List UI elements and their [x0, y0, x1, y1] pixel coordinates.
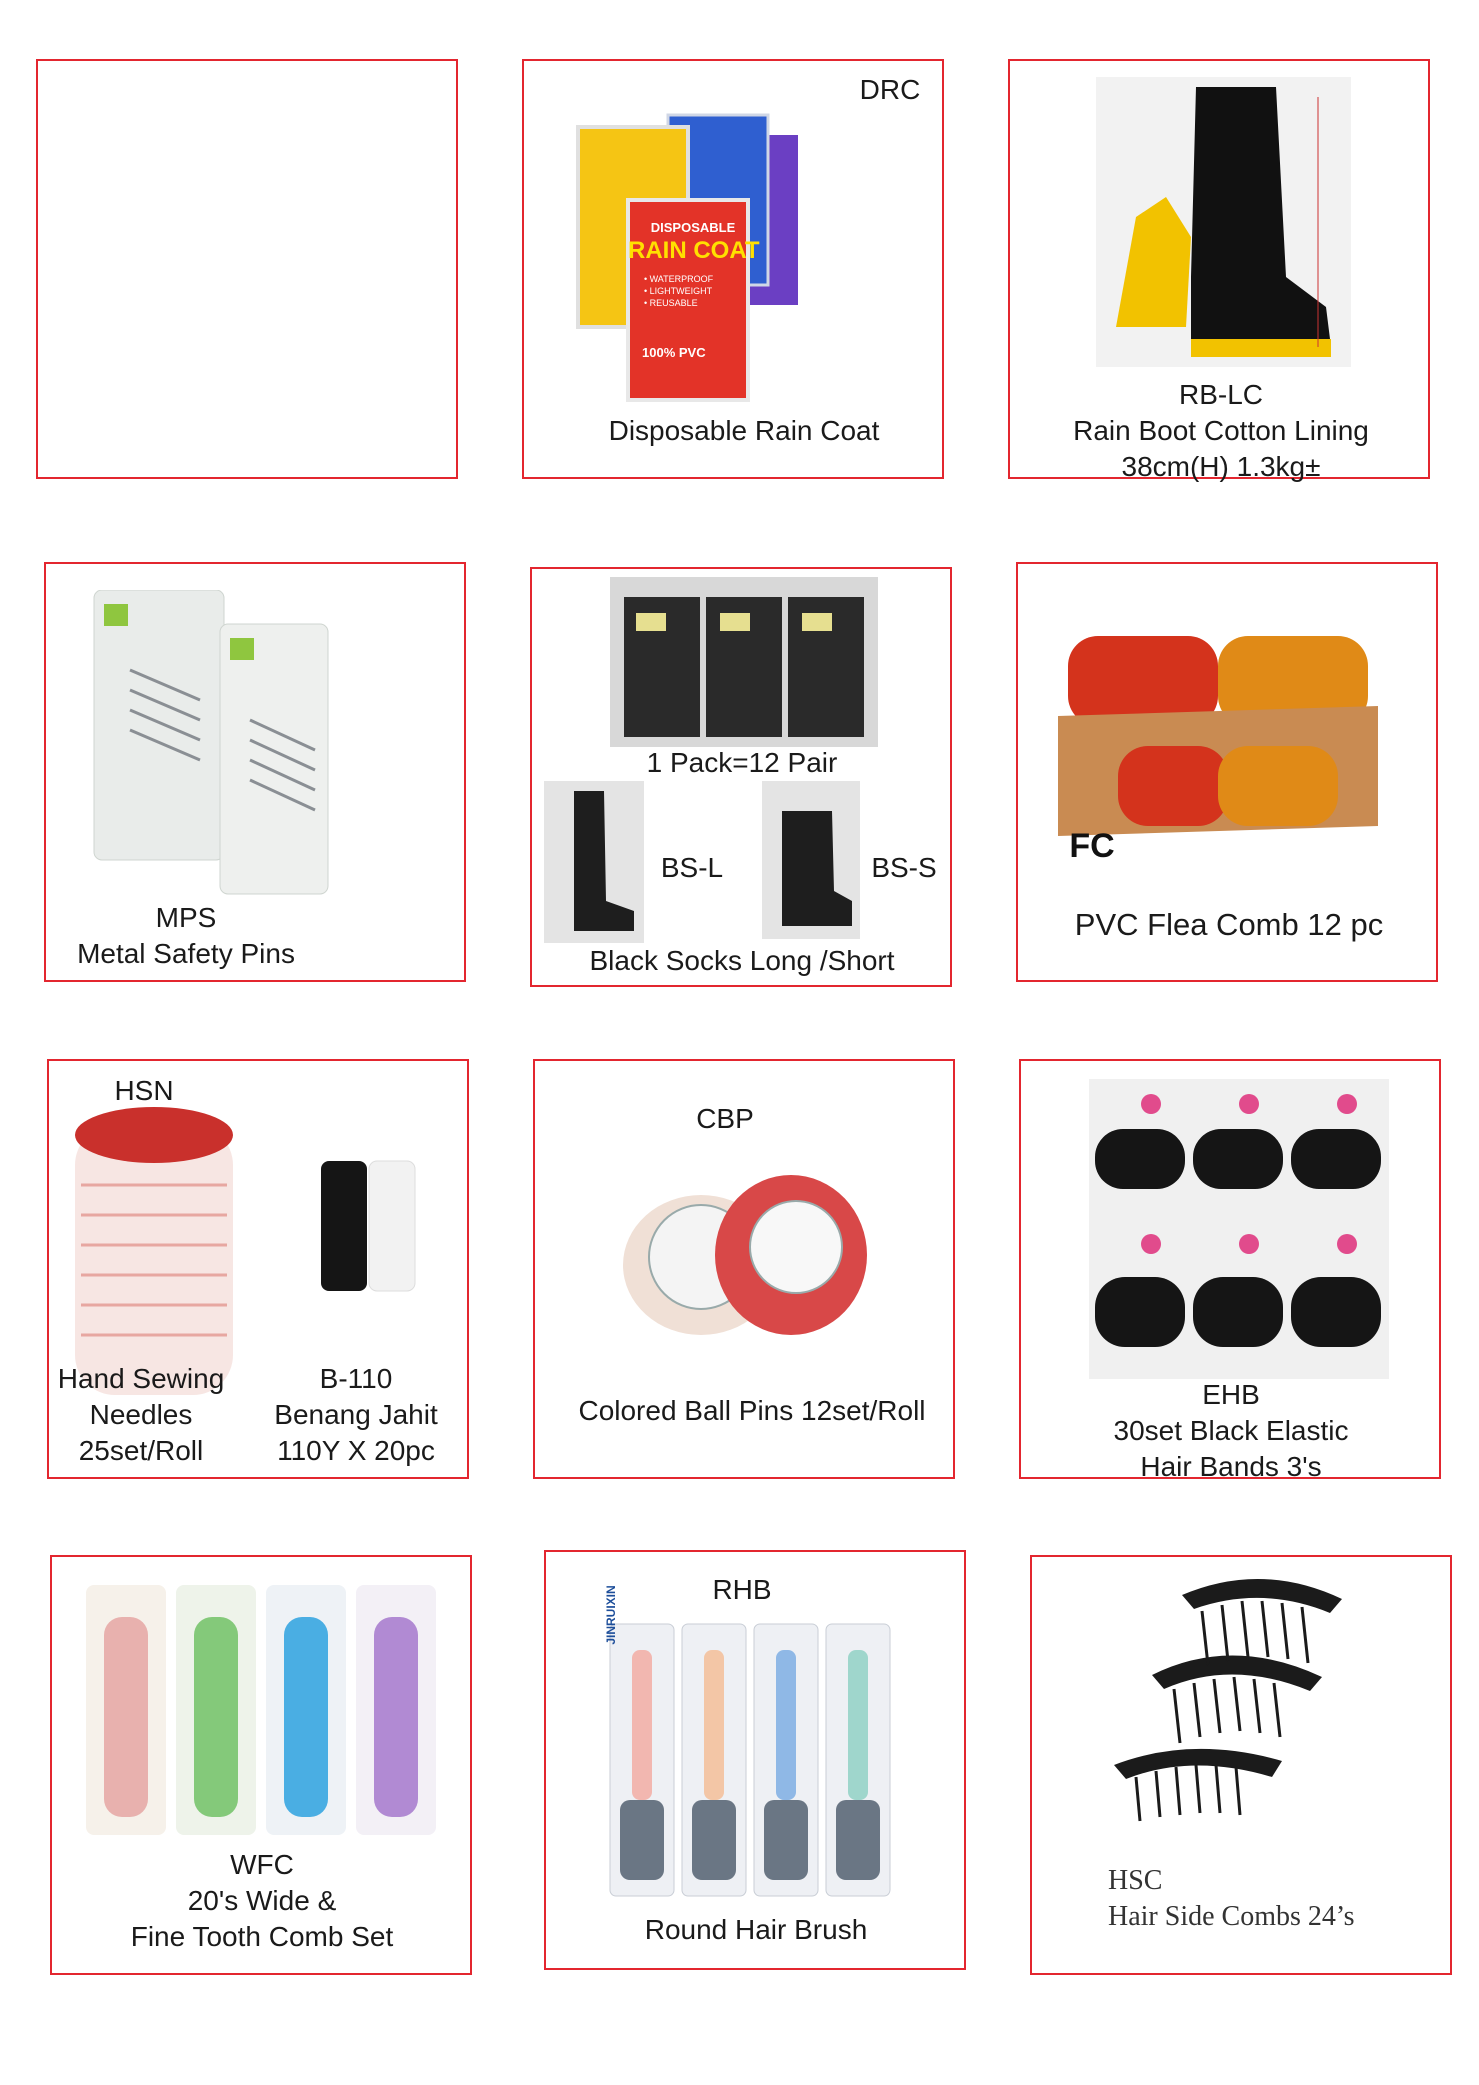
round-brush-image — [606, 1620, 894, 1900]
pack-size-header: 1 Pack=12 Pair — [646, 747, 838, 778]
product-card-bs — [530, 567, 952, 987]
product-card-rb-lc — [1008, 59, 1430, 482]
product-card-mps — [44, 562, 466, 982]
product-card-empty — [36, 59, 458, 479]
product-code: HSN — [114, 1075, 174, 1106]
product-card-ehb — [1019, 1059, 1441, 1482]
variant-long-label: BS-L — [660, 852, 724, 883]
product-label: Disposable Rain Coat — [608, 415, 880, 446]
product-label: EHB 30set Black Elastic Hair Bands 3's — [1113, 1379, 1349, 1482]
short-sock-image — [762, 781, 860, 939]
pack-label-main: RAIN COAT — [628, 237, 760, 264]
product-label: Black Socks Long /Short — [589, 945, 895, 976]
pack-label-feature-3: • REUSABLE — [644, 298, 698, 308]
comb-set-image — [76, 1577, 448, 1839]
product-label: Round Hair Brush — [644, 1914, 868, 1945]
product-label: WFC 20's Wide & Fine Tooth Comb Set — [130, 1849, 394, 1952]
pack-label-feature-2: • LIGHTWEIGHT — [644, 286, 713, 296]
pack-label-material: 100% PVC — [642, 345, 706, 360]
hair-side-combs-image — [1112, 1565, 1412, 1825]
thread-spools-image — [311, 1151, 421, 1301]
product-label: PVC Flea Comb 12 pc — [1074, 907, 1384, 942]
product-label: Hand Sewing Needles 25set/Roll — [57, 1363, 225, 1466]
product-code: CBP — [696, 1103, 754, 1134]
long-sock-image — [544, 781, 644, 943]
product-label: Colored Ball Pins 12set/Roll — [578, 1395, 926, 1426]
thread-label: B-110 Benang Jahit 110Y X 20pc — [274, 1363, 438, 1466]
product-card-hsn — [47, 1059, 469, 1479]
variant-short-label: BS-S — [871, 852, 937, 883]
product-card-fc — [1016, 562, 1438, 982]
rain-boot-image — [1096, 77, 1351, 367]
product-card-drc — [522, 59, 944, 479]
product-card-wfc — [50, 1555, 472, 1975]
brand-label: JINRUIXIN — [604, 1585, 618, 1645]
product-code: FC — [1069, 827, 1115, 865]
pack-label-top: DISPOSABLE — [650, 220, 736, 235]
product-code: RHB — [712, 1574, 772, 1605]
product-code: DRC — [859, 74, 921, 105]
hair-bands-image — [1089, 1079, 1389, 1379]
product-card-cbp — [533, 1059, 955, 1479]
ball-pins-image — [621, 1165, 871, 1349]
product-label: RB-LC Rain Boot Cotton Lining 38cm(H) 1.3kg± — [1073, 379, 1369, 482]
safety-pins-image — [90, 590, 330, 896]
socks-pack-image — [610, 577, 878, 747]
needle-roll-image — [71, 1105, 237, 1405]
pack-label-feature-1: • WATERPROOF — [644, 274, 714, 284]
product-card-hsc — [1030, 1555, 1452, 1975]
flea-comb-box-image — [1058, 596, 1378, 846]
product-label: HSC Hair Side Combs 24’s — [1108, 1865, 1355, 1932]
product-label: MPS Metal Safety Pins — [77, 902, 295, 969]
product-card-rhb — [544, 1550, 966, 1970]
